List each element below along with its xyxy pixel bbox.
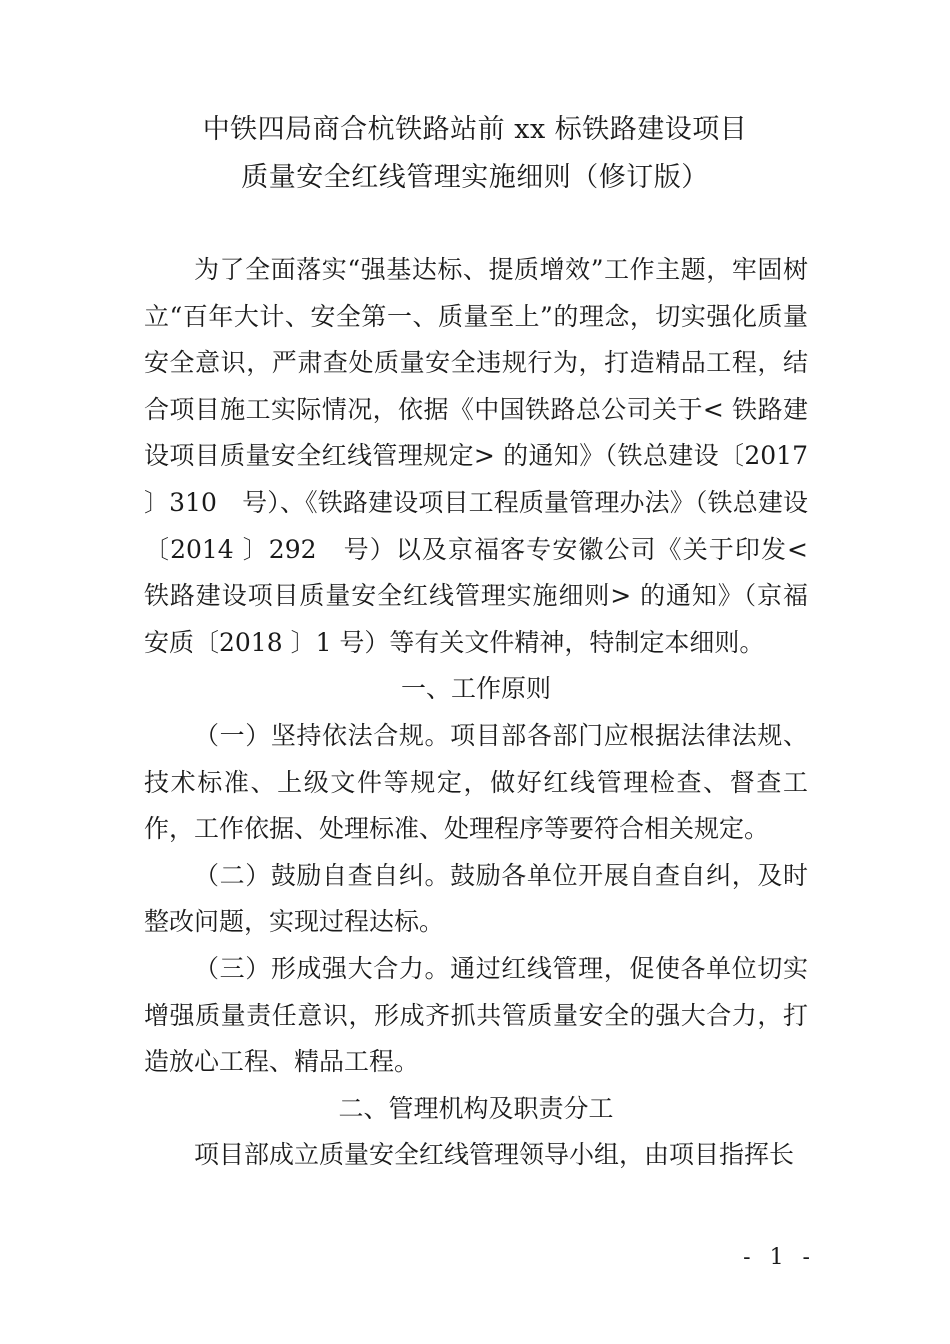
principle-paragraph-1: （一）坚持依法合规。项目部各部门应根据法律法规、技术标准、上级文件等规定，做好红线管理检查、督查工作，工作依据、处理标准、处理程序等要符合相关规定。 <box>144 720 808 844</box>
document-body <box>144 247 808 1179</box>
title-line-1: 中铁四局商合杭铁路站前 xx 标铁路建设项目 <box>202 114 748 145</box>
section-heading-organization: 二、管理机构及职责分工 <box>338 1093 614 1123</box>
document-title <box>0 106 950 202</box>
page-number: - 1 - <box>743 1245 816 1270</box>
section-heading-principles: 一、工作原则 <box>400 674 551 704</box>
principle-paragraph-3: （三）形成强大合力。通过红线管理，促使各单位切实增强质量责任意识，形成齐抓共管质量安全的强大合力，打造放心工程、精品工程。 <box>144 953 808 1077</box>
principle-paragraph-2: （二）鼓励自查自纠。鼓励各单位开展自查自纠，及时整改问题，实现过程达标。 <box>144 860 808 937</box>
title-line-2: 质量安全红线管理实施细则（修订版） <box>241 162 709 193</box>
intro-paragraph: 为了全面落实“强基达标、提质增效”工作主题，牢固树立“百年大计、安全第一、质量至上”的理念，切实强化质量安全意识，严肃查处质量安全违规行为，打造精品工程，结合项目施工实际情况，依据《中国铁路总公司关于< 铁路建设项目质量安全红线管理规定> 的通知》（铁总建设〔2017 〕310 号）、《铁路建设项目工程质量管理办法》（铁总建设〔2014 〕292 号）以及京福客专安徽公司《关于印发< 铁路建设项目质量安全红线管理实施细则> 的通知》（京福安质〔2018 〕1 号）等有关文件精神，特制定本细则。 <box>144 255 808 657</box>
organization-paragraph: 项目部成立质量安全红线管理领导小组，由项目指挥长 <box>194 1140 795 1170</box>
